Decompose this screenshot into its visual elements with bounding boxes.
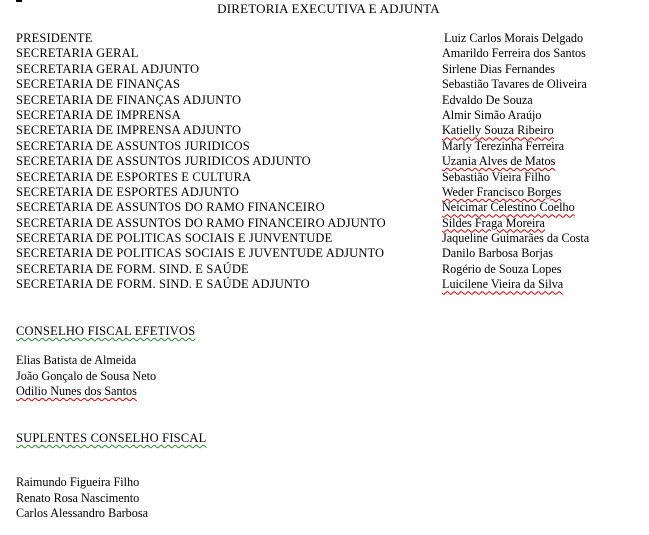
board-member: Neicimar Celestino Coelho bbox=[442, 200, 575, 215]
fiscal-council-members bbox=[16, 353, 195, 399]
board-row bbox=[16, 77, 636, 92]
board-member: Marly Terezinha Ferreira bbox=[442, 138, 565, 153]
fiscal-council-member: Elias Batista de Almeida bbox=[16, 353, 137, 368]
board-member: Sirlene Dias Fernandes bbox=[442, 61, 556, 76]
board-member: Luicilene Vieira da Silva bbox=[442, 277, 564, 292]
board-member: Sildes Fraga Moreira bbox=[442, 215, 545, 230]
board-row bbox=[16, 46, 636, 61]
fiscal-council-member: João Gonçalo de Sousa Neto bbox=[16, 368, 157, 383]
board-row bbox=[16, 246, 636, 261]
board-member: Rogério de Souza Lopes bbox=[442, 261, 562, 276]
fiscal-alternates-members bbox=[16, 475, 206, 521]
board-row bbox=[16, 200, 636, 215]
fiscal-council-section bbox=[16, 324, 195, 400]
board-row bbox=[16, 139, 636, 154]
board-row bbox=[16, 93, 636, 108]
board-role: SECRETARIA DE FINANÇAS ADJUNTO bbox=[16, 92, 242, 107]
board-member: Weder Francisco Borges bbox=[442, 184, 562, 199]
fiscal-council-member: Odilio Nunes dos Santos bbox=[16, 384, 137, 399]
fiscal-council-heading: CONSELHO FISCAL EFETIVOS bbox=[16, 324, 196, 338]
board-row bbox=[16, 170, 636, 185]
board-member: Amarildo Ferreira dos Santos bbox=[442, 46, 586, 61]
board-role: SECRETARIA DE POLITICAS SOCIAIS E JUVENTUDE ADJUNTO bbox=[16, 246, 385, 261]
board-row bbox=[16, 123, 636, 138]
fiscal-alternate-member: Carlos Alessandro Barbosa bbox=[16, 506, 149, 521]
fiscal-alternates-section bbox=[16, 431, 206, 522]
board-row bbox=[16, 277, 636, 292]
board-row bbox=[16, 185, 636, 200]
board-role: SECRETARIA DE ASSUNTOS JURIDICOS bbox=[16, 138, 250, 153]
board-member: Luiz Carlos Morais Delgado bbox=[444, 31, 584, 45]
board-row bbox=[16, 108, 636, 123]
board-role: SECRETARIA DE ASSUNTOS JURIDICOS ADJUNTO bbox=[16, 154, 311, 169]
board-row bbox=[16, 231, 636, 246]
board-role: SECRETARIA DE ESPORTES E CULTURA bbox=[16, 169, 252, 184]
board-row bbox=[16, 262, 636, 277]
board-member: Sebastião Tavares de Oliveira bbox=[442, 77, 587, 92]
board-member: Almir Simão Araújo bbox=[442, 107, 542, 122]
fiscal-alternate-member: Raimundo Figueira Filho bbox=[16, 475, 140, 490]
board-member: Jaqueline Guimarães da Costa bbox=[442, 231, 590, 246]
board-member: Uzania Alves de Matos bbox=[442, 154, 556, 169]
board-member: Danilo Barbosa Borjas bbox=[442, 246, 554, 261]
board-role: SECRETARIA DE IMPRENSA bbox=[16, 107, 181, 122]
board-role: SECRETARIA DE ESPORTES ADJUNTO bbox=[16, 184, 240, 199]
board-role: SECRETARIA DE ASSUNTOS DO RAMO FINANCEIRO bbox=[16, 200, 325, 215]
board-row bbox=[16, 31, 636, 46]
board-member: Edvaldo De Souza bbox=[442, 92, 533, 107]
board-row bbox=[16, 154, 636, 169]
document-title: DIRETORIA EXECUTIVA E ADJUNTA bbox=[217, 1, 440, 16]
fiscal-alternate-member: Renato Rosa Nascimento bbox=[16, 490, 140, 505]
board-role: SECRETARIA DE ASSUNTOS DO RAMO FINANCEIRO ADJUNTO bbox=[16, 215, 386, 230]
board-role: SECRETARIA DE IMPRENSA ADJUNTO bbox=[16, 123, 242, 138]
board-role: SECRETARIA DE FINANÇAS bbox=[16, 77, 181, 92]
executive-board-list bbox=[16, 31, 636, 293]
board-role: SECRETARIA DE POLITICAS SOCIAIS E JUNVENTUDE bbox=[16, 231, 333, 246]
board-role: PRESIDENTE bbox=[16, 31, 93, 45]
board-role: SECRETARIA DE FORM. SIND. E SAÚDE ADJUNTO bbox=[16, 277, 310, 292]
board-role: SECRETARIA GERAL bbox=[16, 46, 139, 61]
board-member: Katielly Souza Ribeiro bbox=[442, 123, 554, 138]
board-row bbox=[16, 62, 636, 77]
board-row bbox=[16, 216, 636, 231]
board-role: SECRETARIA DE FORM. SIND. E SAÚDE bbox=[16, 261, 249, 276]
board-member: Sebastião Vieira Filho bbox=[442, 169, 551, 184]
fiscal-alternates-heading: SUPLENTES CONSELHO FISCAL bbox=[16, 431, 207, 445]
board-role: SECRETARIA GERAL ADJUNTO bbox=[16, 61, 200, 76]
